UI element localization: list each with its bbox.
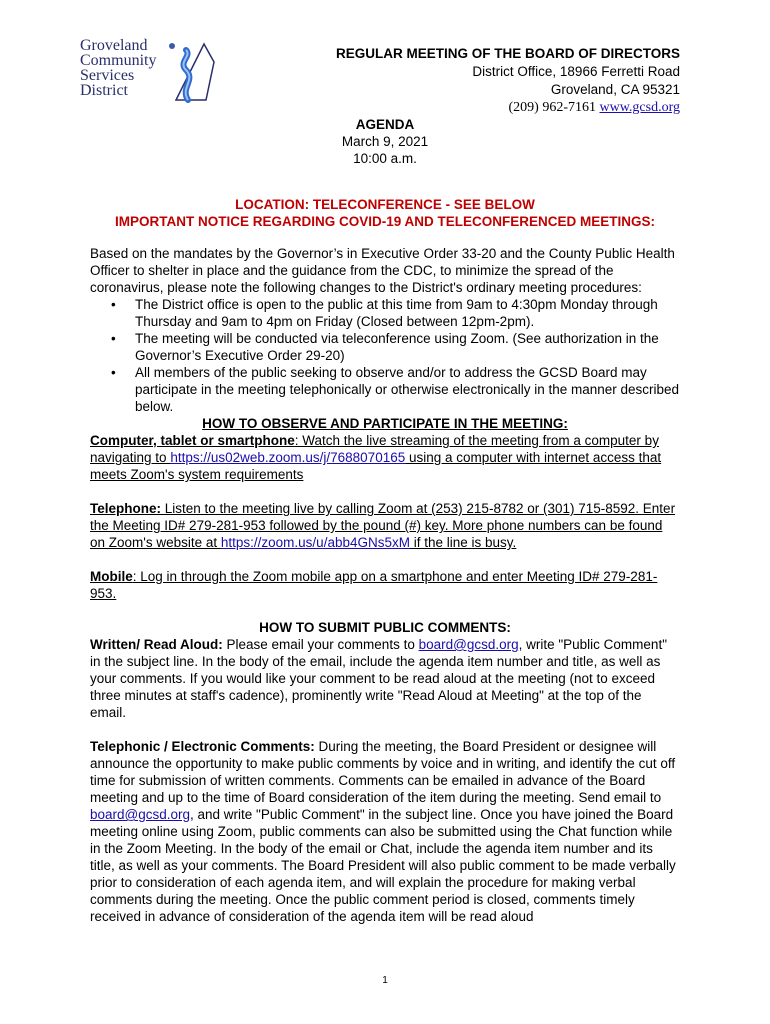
spacer	[90, 721, 680, 738]
agenda-time: 10:00 a.m.	[353, 151, 417, 166]
computer-text: : Watch the live streaming of the meeting from a computer by navigating to	[90, 433, 659, 465]
zoom-meeting-link[interactable]: https://us02web.zoom.us/j/7688070165	[170, 450, 406, 465]
logo-line: District	[80, 82, 128, 99]
river-mountain-icon	[166, 40, 216, 106]
covid-notice	[0, 196, 770, 230]
logo-line: Community	[80, 52, 157, 69]
spacer	[90, 483, 680, 500]
logo-wordmark	[80, 38, 156, 98]
list-item: • All members of the public seeking to observe and/or to address the GCSD Board may participate in the meeting telephonically or otherwise electronically in the manner described below.	[135, 364, 680, 415]
computer-paragraph	[90, 432, 680, 483]
telephonic-text: During the meeting, the Board President or designee will announce the opportunity to make public comments by voice and in writing, and identify the cut off time for submission of written comments. Comments can be emailed in advance of the Board meeting and up to the time of Board consideration of the item during the meeting. Send email to	[90, 739, 676, 805]
mobile-paragraph	[90, 568, 680, 602]
procedure-list	[90, 296, 680, 415]
meeting-title: REGULAR MEETING OF THE BOARD OF DIRECTORS	[335, 46, 680, 61]
agenda-block	[0, 116, 770, 167]
written-label: Written/ Read Aloud:	[90, 637, 223, 652]
spacer	[90, 551, 680, 568]
written-paragraph	[90, 636, 680, 721]
spacer	[90, 602, 680, 619]
phone-number: (209) 962-7161	[508, 100, 596, 115]
telephone-paragraph	[90, 500, 680, 551]
list-item: • The District office is open to the public at this time from 9am to 4:30pm Monday through Thursday and 9am to 4pm on Friday (Closed between 12pm-2pm).	[135, 296, 680, 330]
computer-label: Computer, tablet or smartphone	[90, 433, 295, 448]
observe-heading: HOW TO OBSERVE AND PARTICIPATE IN THE MEETING:	[202, 416, 568, 431]
telephonic-label: Telephonic / Electronic Comments:	[90, 739, 315, 754]
board-email-link[interactable]: board@gcsd.org	[418, 637, 519, 652]
procedure-section	[90, 245, 680, 925]
computer-text-end: using a computer with internet access that meets Zoom's system requirements	[90, 450, 662, 482]
contact-line	[336, 99, 680, 117]
telephone-text-end: if the line is busy.	[409, 535, 517, 550]
location-notice: LOCATION: TELECONFERENCE - SEE BELOW	[235, 197, 535, 212]
logo-line: Services	[80, 67, 135, 84]
telephonic-paragraph	[90, 738, 680, 925]
list-item: • The meeting will be conducted via teleconference using Zoom. (See authorization in the Governor’s Executive Order 29-20)	[135, 330, 680, 364]
district-logo	[78, 38, 218, 108]
important-notice: IMPORTANT NOTICE REGARDING COVID-19 AND TELECONFERENCED MEETINGS:	[114, 214, 656, 229]
board-email-link[interactable]: board@gcsd.org	[90, 807, 191, 822]
written-text: Please email your comments to	[222, 637, 419, 652]
submit-heading: HOW TO SUBMIT PUBLIC COMMENTS:	[259, 620, 511, 635]
city-line: Groveland, CA 95321	[550, 82, 680, 97]
meeting-header	[336, 45, 680, 117]
telephonic-text-end: , and write "Public Comment" in the subject line. Once you have joined the Board meeting online using Zoom, public comments can also be submitted using the Chat function while in the Zoom Meeting. In the body of the email or Chat, include the agenda item number and its title, as well as your comments. The Board President will also public comment to be made verbally prior to consideration of each agenda item, and will explain the procedure for making verbal comments during the meeting. Once the public comment period is closed, comments timely received in advance of consideration of the agenda item will be read aloud	[90, 807, 676, 924]
telephone-text: Listen to the meeting live by calling Zoom at (253) 215-8782 or (301) 715-8592. Enter the Meeting ID# 279-281-953 followed by the pound (#) key. More phone numbers can be found on Zoom's website at	[90, 501, 676, 550]
page-number: 1	[382, 975, 388, 986]
logo-line: Groveland	[80, 37, 148, 54]
address-line: District Office, 18966 Ferretti Road	[472, 64, 680, 79]
mobile-text: : Log in through the Zoom mobile app on a smartphone and enter Meeting ID# 279-281-953.	[90, 569, 658, 601]
agenda-date: March 9, 2021	[341, 134, 429, 149]
telephone-label: Telephone:	[90, 501, 162, 516]
written-text-end: , write "Public Comment" in the subject line. In the body of the email, include the agenda item number and title, as well as your comments. If you would like your comment to be read aloud at the meeting (not to exceed three minutes at staff's cadence), prominently write "Read Aloud at Meeting" at the top of the email.	[90, 637, 667, 720]
agenda-label: AGENDA	[355, 117, 415, 132]
zoom-numbers-link[interactable]: https://zoom.us/u/abb4GNs5xM	[220, 535, 410, 550]
intro-paragraph: Based on the mandates by the Governor’s in Executive Order 33-20 and the County Public Health Officer to shelter in place and the guidance from the CDC, to minimize the spread of the coronavirus, please note the following changes to the District's ordinary meeting procedures:	[90, 246, 675, 295]
website-link[interactable]: www.gcsd.org	[599, 100, 680, 115]
mobile-label: Mobile	[90, 569, 133, 584]
